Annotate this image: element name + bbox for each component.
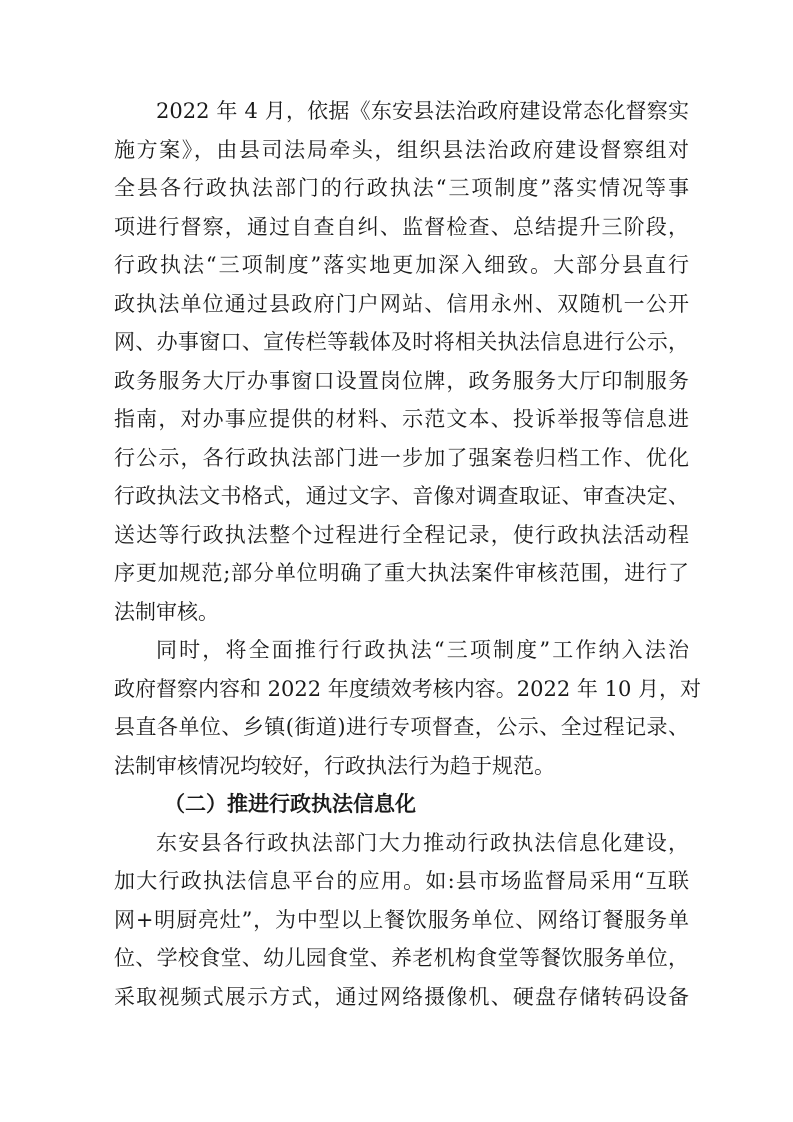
text-line: 2022 年 4 月，依据《东安县法治政府建设常态化督察实 [156,99,689,123]
text-line: 送达等行政执法整个过程进行全程记录，使行政执法活动程 [114,522,689,547]
text-line: 序更加规范;部分单位明确了重大执法案件审核范围，进行了 [114,561,689,585]
paragraph-assessment [114,631,701,785]
text-line: 行政执法“三项制度”落实地更加深入细致。大部分县直行 [114,253,689,277]
text-line: 县直各单位、乡镇(街道)进行专项督查，公示、全过程记录、 [114,715,689,739]
paragraph-informatization [114,824,689,1017]
paragraph-supervision [114,92,689,631]
text-line: 政府督察内容和 2022 年度绩效考核内容。2022 年 10 月，对 [114,676,701,701]
text-line: 法制审核。 [114,599,219,624]
text-line: 加大行政执法信息平台的应用。如:县市场监督局采用“互联 [114,869,689,893]
text-line: 政务服务大厅办事窗口设置岗位牌，政务服务大厅印制服务 [114,368,689,393]
section-heading: （二）推进行政执法信息化 [164,791,416,816]
text-line: 采取视频式展示方式，通过网络摄像机、硬盘存储转码设备 [114,984,689,1009]
text-line: 行公示，各行政执法部门进一步加了强案卷归档工作、优化 [114,445,689,470]
text-line: 项进行督察，通过自查自纠、监督检查、总结提升三阶段， [114,214,689,239]
text-line: 政执法单位通过县政府门户网站、信用永州、双随机一公开 [114,291,689,316]
text-line: 同时，将全面推行行政执法“三项制度”工作纳入法治 [156,638,689,662]
text-line: 位、学校食堂、幼儿园食堂、养老机构食堂等餐饮服务单位， [114,946,689,970]
text-line: 法制审核情况均较好，行政执法行为趋于规范。 [114,753,555,778]
text-line: 东安县各行政执法部门大力推动行政执法信息化建设， [156,830,689,855]
text-line: 指南，对办事应提供的材料、示范文本、投诉举报等信息进 [114,407,689,431]
text-line: 网、办事窗口、宣传栏等载体及时将相关执法信息进行公示， [114,330,689,354]
text-line: 行政执法文书格式，通过文字、音像对调查取证、审查决定、 [114,484,689,508]
text-line: 施方案》，由县司法局牵头，组织县法治政府建设督察组对 [114,137,689,162]
text-line: 网+明厨亮灶”，为中型以上餐饮服务单位、网络订餐服务单 [114,907,689,932]
text-line: 全县各行政执法部门的行政执法“三项制度”落实情况等事 [114,176,689,200]
